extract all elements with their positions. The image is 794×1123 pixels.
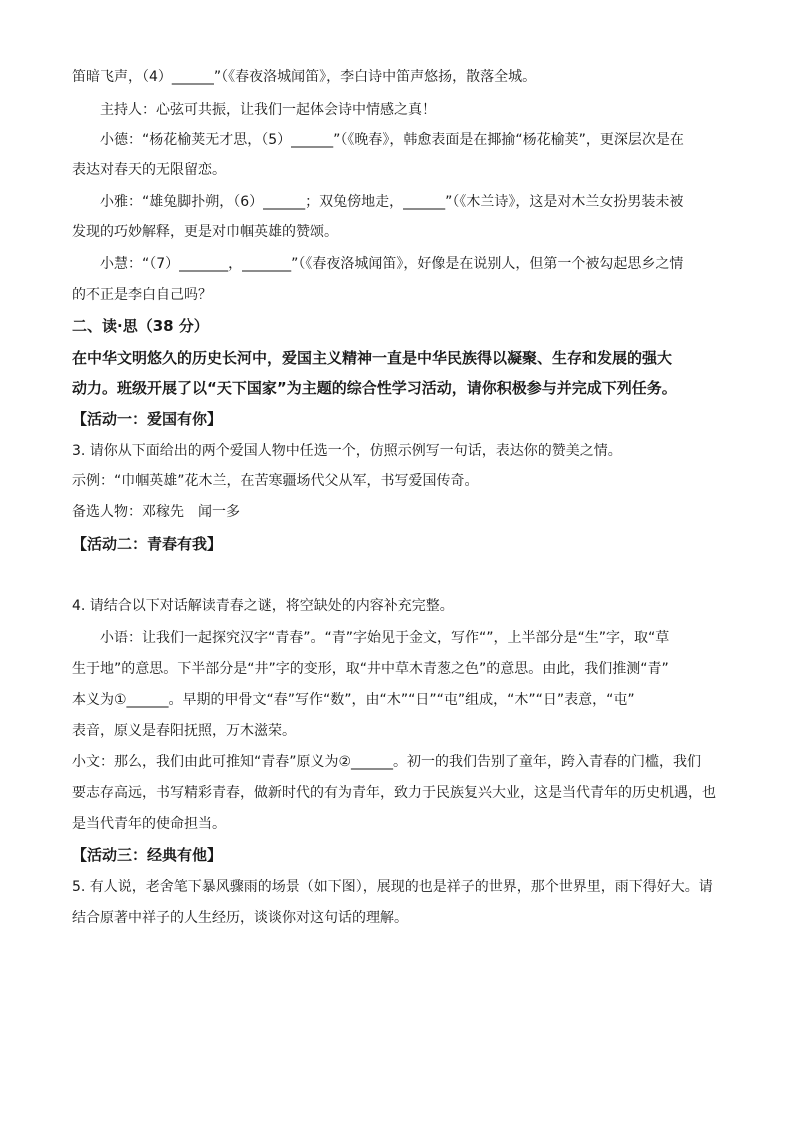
text-line: 小文：那么，我们由此可推知“青春”原义为②______。初一的我们告别了童年，跨入青春的门槛，我们 [72, 754, 702, 770]
activity-heading: 【活动三：经典有他】 [72, 846, 223, 864]
text-line: 表达对春天的无限留恋。 [72, 162, 226, 178]
intro-bold-line: 在中华文明悠久的历史长河中，爱国主义精神一直是中华民族得以凝聚、生存和发展的强大 [72, 349, 673, 367]
text-line: 是当代青年的使命担当。 [72, 816, 226, 832]
text-line: 小慧：“（7）_______，_______”（《春夜洛城闻笛》，好像是在说别人，但第一个被勾起思乡之情 [100, 256, 684, 272]
intro-bold-line: 动力。班级开展了以“天下国家”为主题的综合性学习活动，请你积极参与并完成下列任务。 [72, 379, 677, 397]
text-line: 发现的巧妙解释，更是对巾帼英雄的赞颂。 [72, 224, 338, 240]
text-line: 生于地”的意思。下半部分是“井”字的变形，取“井中草木青葱之色”的意思。由此，我们推测“青” [72, 661, 669, 677]
text-line: 示例：“巾帼英雄”花木兰，在苦寒疆场代父从军，书写爱国传奇。 [72, 473, 479, 489]
activity-heading: 【活动二：青春有我】 [72, 535, 223, 553]
text-line: 要志存高远，书写精彩青春，做新时代的有为青年，致力于民族复兴大业，这是当代青年的历史机遇，也 [72, 785, 716, 801]
text-line: 主持人：心弦可共振，让我们一起体会诗中情感之真！ [100, 102, 436, 118]
activity-heading: 【活动一：爱国有你】 [72, 410, 223, 428]
text-line: 本义为①______。早期的甲骨文“春”写作“数”，由“木”“日”“屯”组成，“木”“日”表意，“屯” [72, 692, 635, 708]
text-line: 小语：让我们一起探究汉字“青春”。“青”字始见于金文，写作“”，上半部分是“生”字，取“草 [100, 630, 670, 646]
question-line: 5. 有人说，老舍笔下暴风骤雨的场景（如下图），展现的也是祥子的世界，那个世界里，雨下得好大。请 [72, 879, 713, 895]
question-line: 3. 请你从下面给出的两个爱国人物中任选一个，仿照示例写一句话，表达你的赞美之情。 [72, 443, 622, 459]
text-line: 结合原著中祥子的人生经历，谈谈你对这句话的理解。 [72, 910, 408, 926]
question-line: 4. 请结合以下对话解读青春之谜，将空缺处的内容补充完整。 [72, 598, 454, 614]
text-line: 小雅：“雄兔脚扑朔，（6）______；双兔傍地走，______”（《木兰诗》，这是对木兰女扮男装未被 [100, 194, 684, 210]
text-line: 表音，原义是春阳抚照，万木滋荣。 [72, 723, 296, 739]
text-line: 的不正是李白自己吗？ [72, 287, 212, 303]
text-line: 小德：“杨花榆荚无才思，（5）______”（《晚春》，韩愈表面是在揶揄“杨花榆荚”，更深层次是在 [100, 132, 684, 148]
section-heading: 二、读·思（38 分） [72, 317, 209, 335]
text-line: 笛暗飞声，（4）______”（《春夜洛城闻笛》，李白诗中笛声悠扬，散落全城。 [72, 69, 537, 85]
text-line: 备选人物：邓稼先 闻一多 [72, 504, 240, 520]
